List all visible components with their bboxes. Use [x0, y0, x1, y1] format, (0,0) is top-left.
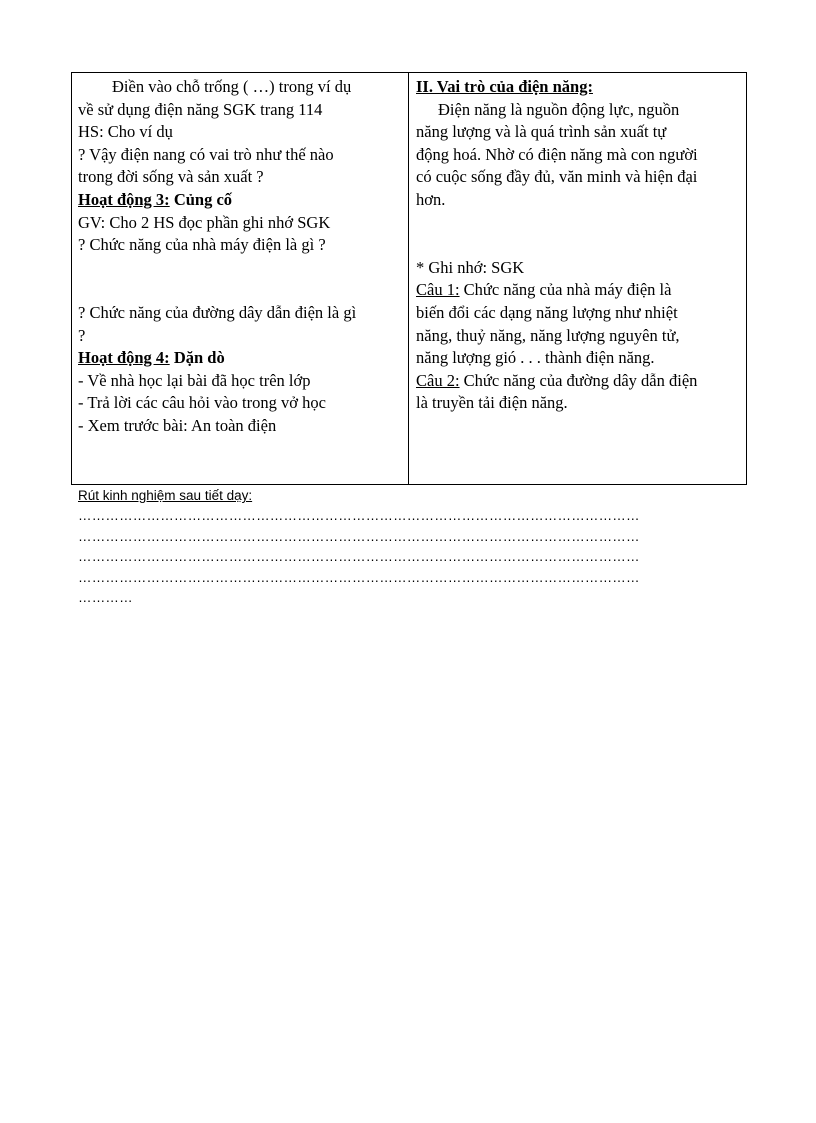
dotted-line: …………………………………………………………………………………………………………… — [78, 549, 640, 564]
activity-3-label: Hoạt động 3: — [78, 189, 170, 209]
text-line: ? Vậy điện nang có vai trò như thế nào — [78, 144, 334, 164]
question-2-text: Chức năng của đường dây dẫn điện — [459, 370, 698, 390]
text-line: động hoá. Nhờ có điện năng mà con người — [416, 144, 698, 164]
activity-3-heading — [78, 189, 404, 212]
text-line: Điện năng là nguồn động lực, nguồn — [438, 99, 680, 119]
text-line: là truyền tải điện năng. — [416, 393, 568, 413]
text-line: có cuộc sống đầy đủ, văn minh và hiện đại — [416, 167, 698, 187]
section-heading: II. Vai trò của điện năng: — [416, 77, 593, 96]
dotted-line: …………………………………………………………………………………………………………… — [78, 569, 640, 585]
text-line: năng, thuỷ năng, năng lượng nguyên tử, — [416, 325, 680, 345]
teacher-activity-column — [72, 73, 409, 484]
dotted-line: …………………………………………………………………………………………………………… — [78, 508, 640, 523]
activity-4-heading — [78, 347, 404, 370]
activity-4-title: Dặn dò — [169, 348, 225, 368]
text-line: năng lượng và là quá trình sản xuất tự — [416, 122, 667, 142]
dotted-line-short: ………… — [78, 590, 133, 605]
lesson-reflection — [78, 486, 738, 609]
question-1-label: Câu 1: — [416, 280, 460, 300]
text-line: hơn. — [416, 189, 446, 209]
text-line: năng lượng gió . . . thành điện năng. — [416, 348, 655, 368]
text-line: ? — [78, 325, 86, 345]
activity-4-label: Hoạt động 4: — [78, 348, 170, 368]
text-line: Điền vào chỗ trống ( …) trong ví dụ — [112, 77, 352, 96]
blank-line — [416, 212, 742, 235]
reflection-title: Rút kinh nghiệm sau tiết dạy: — [78, 488, 253, 503]
blank-line — [416, 234, 742, 257]
text-line: trong đời sống và sản xuất ? — [78, 167, 264, 187]
lesson-table — [71, 72, 747, 485]
text-line: - Về nhà học lại bài đã học trên lớp — [78, 370, 311, 390]
dotted-line: …………………………………………………………………………………………………………… — [78, 528, 640, 544]
text-line: - Trả lời các câu hỏi vào trong vở học — [78, 393, 326, 413]
text-line: biến đổi các dạng năng lượng như nhiệt — [416, 302, 678, 322]
text-line: HS: Cho ví dụ — [78, 122, 173, 142]
content-column — [409, 73, 746, 484]
text-line: về sử dụng điện năng SGK trang 114 — [78, 99, 323, 119]
text-line: ? Chức năng của đường dây dẫn điện là gì — [78, 302, 357, 322]
text-line: GV: Cho 2 HS đọc phần ghi nhớ SGK — [78, 212, 331, 232]
question-1-line — [416, 279, 742, 302]
question-2-label: Câu 2: — [416, 370, 460, 390]
text-line: ? Chức năng của nhà máy điện là gì ? — [78, 235, 326, 255]
text-line: * Ghi nhớ: SGK — [416, 257, 525, 277]
text-line: - Xem trước bài: An toàn điện — [78, 415, 277, 435]
blank-line — [78, 279, 404, 302]
blank-line — [78, 257, 404, 280]
activity-3-title: Củng cố — [169, 189, 233, 209]
question-2-line — [416, 370, 742, 393]
question-1-text: Chức năng của nhà máy điện là — [459, 280, 672, 300]
